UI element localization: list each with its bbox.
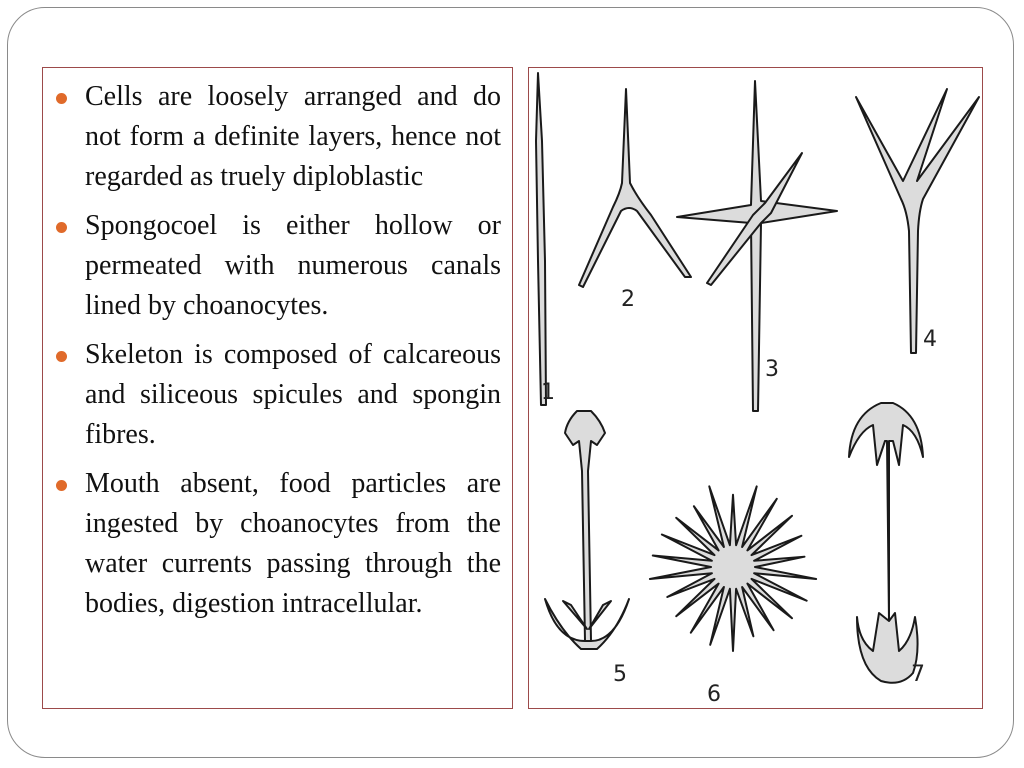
spicule-anchor-5 — [545, 411, 629, 687]
text-panel — [42, 67, 513, 709]
bullet-dot-icon — [56, 222, 67, 233]
figure-label-3: 3 — [765, 357, 779, 382]
bullet-item — [55, 206, 501, 326]
spicule-figure — [528, 67, 983, 709]
figure-label-5: 5 — [613, 662, 627, 687]
spicule-aster — [650, 486, 816, 707]
bullet-item — [55, 77, 501, 197]
spicule-triradiate — [579, 89, 691, 312]
figure-label-2: 2 — [621, 287, 635, 312]
bullet-text: Mouth absent, food particles are ingested by choanocytes from the water currents passing through the bodies, digestion intracellular. — [85, 468, 501, 619]
spicule-amphidisc — [849, 403, 925, 687]
bullet-item — [55, 335, 501, 455]
figure-label-6: 6 — [707, 682, 721, 707]
bullet-list — [55, 77, 501, 624]
bullet-dot-icon — [56, 480, 67, 491]
figure-label-7: 7 — [911, 662, 925, 687]
bullet-text: Cells are loosely arranged and do not form a definite layers, hence not regarded as truely diploblastic — [85, 81, 501, 192]
figure-label-4: 4 — [923, 327, 937, 352]
bullet-dot-icon — [56, 93, 67, 104]
bullet-text: Skeleton is composed of calcareous and siliceous spicules and spongin fibres. — [85, 339, 501, 450]
spicule-illustration — [529, 68, 983, 709]
spicule-tetraxon — [677, 81, 837, 411]
bullet-text: Spongocoel is either hollow or permeated with numerous canals lined by choanocytes. — [85, 210, 501, 321]
figure-label-1: 1 — [541, 380, 555, 405]
spicule-candelabrum — [856, 89, 979, 353]
spicule-monaxon — [536, 73, 555, 405]
bullet-dot-icon — [56, 351, 67, 362]
bullet-item — [55, 464, 501, 624]
